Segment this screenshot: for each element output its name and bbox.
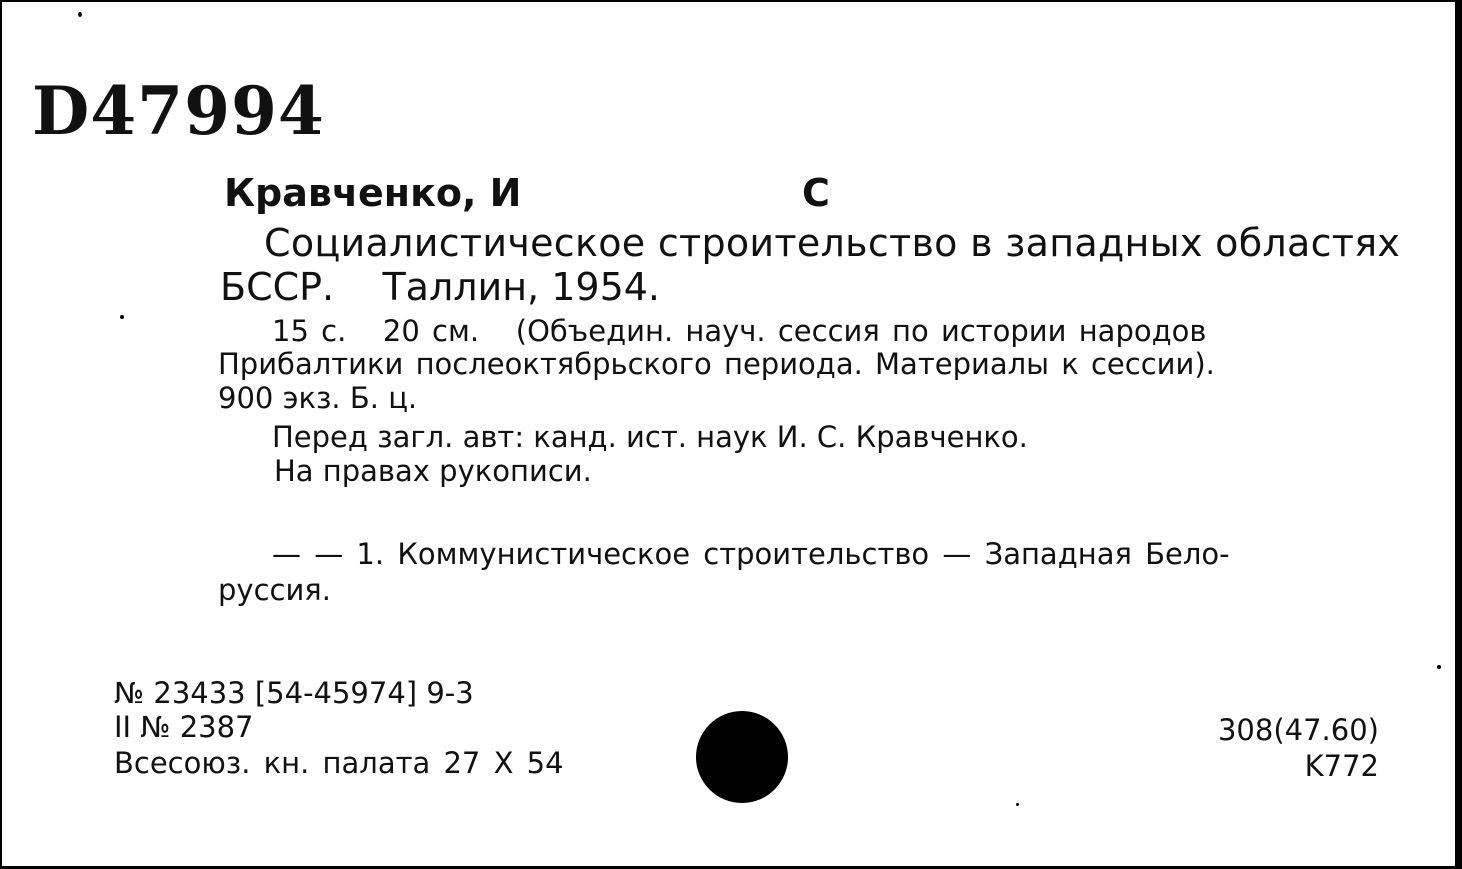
ink-speck — [78, 12, 82, 17]
note-line-1: Перед загл. авт: канд. ист. наук И. С. Кравченко. — [272, 420, 1028, 454]
title-line-1: Социалистическое строительство в западных областях — [264, 221, 1401, 265]
call-number: D47994 — [32, 72, 325, 150]
collation-line-2: Прибалтики послеоктябрьского периода. Материалы к сессии). — [218, 347, 1215, 381]
classification-number: 308(47.60) — [1217, 713, 1379, 747]
footer-publisher-date: Всесоюз. кн. палата 27 X 54 — [114, 746, 564, 780]
footer-record-number: № 23433 [54-45974] 9-3 — [114, 676, 474, 710]
author-name: Кравченко, И — [224, 171, 522, 215]
ink-speck — [120, 315, 124, 319]
collation-line-3: 900 экз. Б. ц. — [218, 381, 418, 415]
collation-line-1: 15 с. 20 см. (Объедин. науч. сессия по истории народов — [272, 314, 1207, 348]
title-line-2: БССР. Таллин, 1954. — [220, 265, 661, 309]
subject-heading-line-2: руссия. — [218, 573, 331, 607]
ink-speck — [1437, 665, 1441, 669]
author-initial: С — [802, 171, 830, 215]
cutter-number: K772 — [1304, 749, 1379, 783]
note-line-2: На правах рукописи. — [274, 454, 592, 488]
footer-card-number: II № 2387 — [114, 710, 254, 744]
subject-heading-line-1: — — 1. Коммунистическое строительство — Западная Бело- — [272, 537, 1230, 571]
ink-speck — [1016, 803, 1019, 806]
punch-hole — [696, 711, 788, 803]
